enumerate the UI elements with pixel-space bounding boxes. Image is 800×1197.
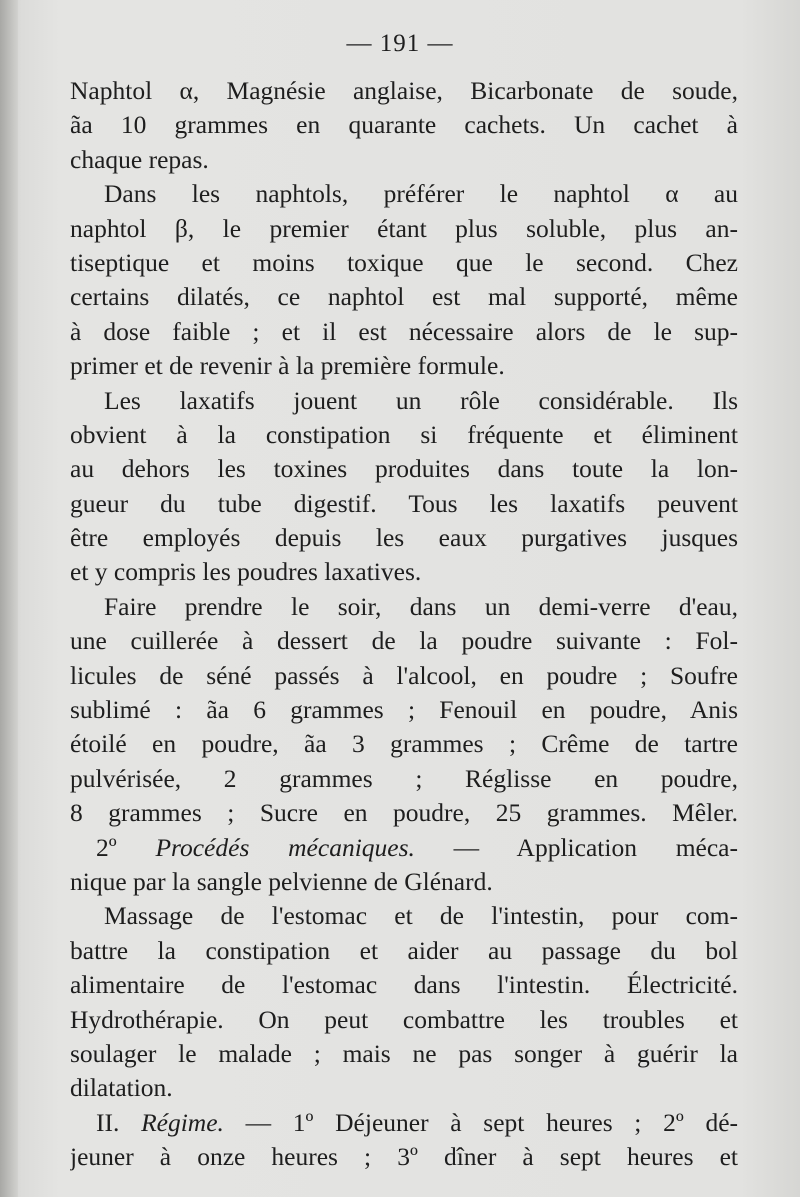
text-line: nique par la sangle pelvienne de Glénard. [70,866,493,896]
text-line: licules de séné passés à l'alcool, en poudre ; Soufre [70,660,738,690]
text-line: 8 grammes ; Sucre en poudre, 25 grammes. Mêler. [70,798,738,828]
text-line: ãa 10 grammes en quarante cachets. Un cachet à [70,110,738,140]
text-line: au dehors les toxines produites dans toute la lon- [70,454,738,484]
text-line: Naphtol α, Magnésie anglaise, Bicarbonate de soude, [70,76,738,105]
page-number: — 191 — [346,30,454,57]
text-line: sublimé : ãa 6 grammes ; Fenouil en poudre, Anis [70,695,738,725]
text-line: Massage de l'estomac et de l'intestin, pour com- [104,901,738,931]
heading-mechanical-procedures [70,831,738,865]
heading-number: 2º [96,832,156,862]
text-line: jeuner à onze heures ; 3º dîner à sept heures et [70,1142,738,1172]
text-line: Dans les naphtols, préférer le naphtol α au [104,179,738,209]
heading-rest: — 1º Déjeuner à sept heures ; 2º dé- [223,1107,738,1137]
paragraphs-remedies [70,74,738,831]
text-line: Les laxatifs jouent un rôle considérable. Ils [104,385,738,415]
text-line: gueur du tube digestif. Tous les laxatifs peuvent [70,488,738,518]
text-line: pulvérisée, 2 grammes ; Réglisse en poudre, [70,763,738,793]
text-line: chaque repas. [70,144,209,174]
binding-gutter [0,0,18,1197]
text-line: naphtol β, le premier étant plus soluble, plus an- [70,213,738,243]
text-line: tiseptique et moins toxique que le second. Chez [70,247,738,277]
text-line: certains dilatés, ce naphtol est mal supporté, même [70,282,738,312]
heading-regime [70,1106,738,1140]
text-line: dilatation. [70,1073,173,1103]
heading-title: Régime. [141,1107,224,1137]
text-line: Faire prendre le soir, dans un demi-verre d'eau, [104,591,738,621]
body-text [70,74,738,1175]
text-line: à dose faible ; et il est nécessaire alors de le sup- [70,316,738,346]
text-line: battre la constipation et aider au passage du bol [70,935,738,965]
heading-number: II. [96,1107,142,1137]
text-line: étoilé en poudre, ãa 3 grammes ; Crême de tartre [70,729,738,759]
paragraphs-regime [70,1140,738,1174]
text-line: Hydrothérapie. On peut combattre les troubles et [70,1004,738,1034]
text-line: être employés depuis les eaux purgatives jusques [70,523,738,553]
text-line: alimentaire de l'estomac dans l'intestin. Électricité. [70,970,738,1000]
text-line: et y compris les poudres laxatives. [70,557,422,587]
text-line: obvient à la constipation si fréquente et éliminent [70,419,738,449]
heading-title: Procédés mécaniques. [155,832,415,862]
text-line: primer et de revenir à la première formule. [70,351,505,381]
text-line: une cuillerée à dessert de la poudre suivante : Fol- [70,626,738,656]
heading-rest: — Application méca- [414,832,738,862]
paragraphs-mechanical [70,865,738,1106]
text-line: soulager le malade ; mais ne pas songer à guérir la [70,1038,738,1068]
